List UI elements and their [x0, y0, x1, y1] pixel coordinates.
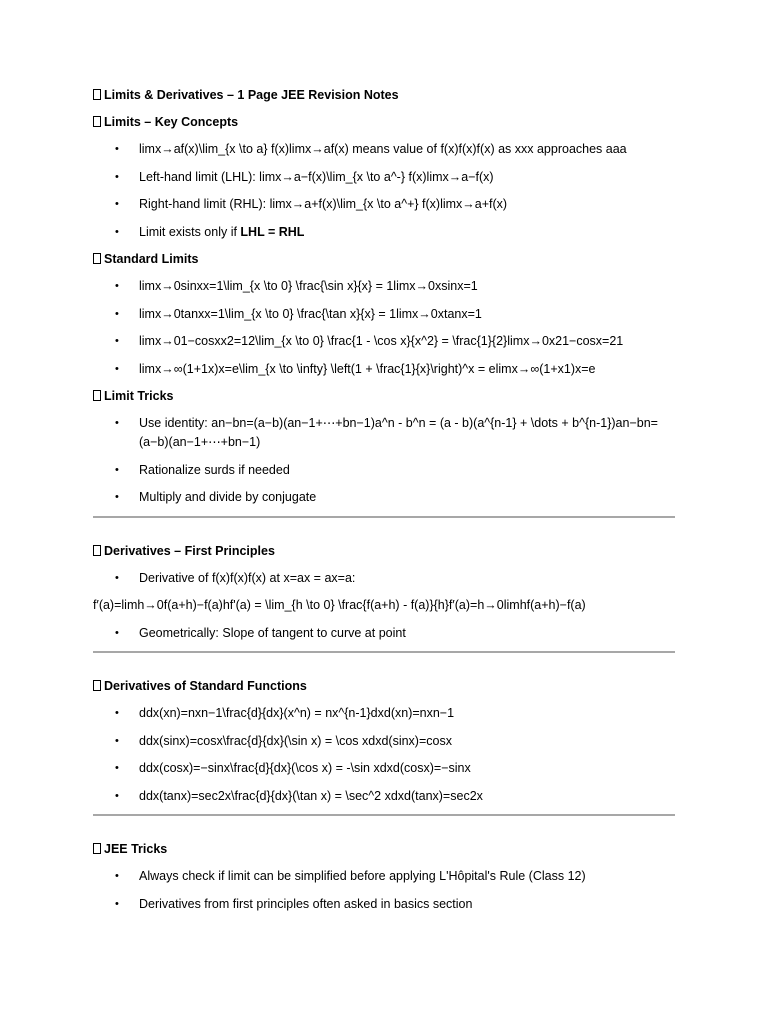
- bullet-icon: •: [115, 170, 119, 183]
- bullet-icon: •: [115, 491, 119, 503]
- standard-derivatives-list: [93, 704, 675, 806]
- limit-tricks-list: [93, 414, 675, 507]
- bullet-icon: •: [115, 707, 119, 719]
- list-item: • Multiply and divide by conjugate: [93, 488, 675, 507]
- bullet-icon: •: [115, 280, 119, 292]
- bullet-icon: •: [115, 307, 119, 320]
- horizontal-divider: [93, 651, 675, 653]
- list-item: • Use identity: an−bn=(a−b)(an−1+⋯+bn−1)a^n - b^n = (a - b)(a^{n-1} + \dots + b^{n-1})an−bn=(a−b)(an−1+⋯+bn−1): [115, 416, 658, 449]
- list-item: • Left-hand limit (LHL): limx→a−f(x)\lim_{x \to a^-} f(x)limx→a−f(x): [93, 168, 675, 187]
- missing-glyph-box-icon: [93, 116, 101, 127]
- bullet-icon: •: [115, 463, 119, 476]
- bullet-icon: •: [115, 225, 119, 238]
- list-item: • Derivatives from first principles often asked in basics section: [93, 895, 675, 914]
- section-heading-first-principles: Derivatives – First Principles: [93, 542, 675, 561]
- bullet-icon: •: [115, 417, 119, 429]
- list-item: • limx→∞(1+1x)x=e\lim_{x \to \infty} \left(1 + \frac{1}{x}\right)^x = elimx→∞(1+x1)x=e: [93, 360, 675, 379]
- missing-glyph-box-icon: [93, 843, 101, 854]
- emphasis-text: LHL = RHL: [240, 224, 305, 239]
- list-item: • limx→0sinxx=1\lim_{x \to 0} \frac{\sin x}{x} = 1limx→0xsinx=1: [93, 277, 675, 296]
- page-title: Limits & Derivatives – 1 Page JEE Revision Notes: [93, 86, 675, 105]
- section-heading-limit-tricks: Limit Tricks: [93, 387, 675, 406]
- first-principles-list-2: [93, 624, 675, 643]
- list-item: • limx→0tanxx=1\lim_{x \to 0} \frac{\tan x}{x} = 1limx→0xtanx=1: [93, 305, 675, 324]
- list-item: • ddx(cosx)=−sinx\frac{d}{dx}(\cos x) = -\sin xdxd(cosx)=−sinx: [93, 759, 675, 778]
- list-item: • ddx(tanx)=sec2x\frac{d}{dx}(\tan x) = \sec^2 xdxd(tanx)=sec2x: [93, 787, 675, 806]
- horizontal-divider: [93, 814, 675, 816]
- missing-glyph-box-icon: [93, 89, 101, 100]
- section-heading-limits-key-concepts: Limits – Key Concepts: [93, 113, 675, 132]
- list-item: • Geometrically: Slope of tangent to curve at point: [93, 624, 675, 643]
- list-item: • ddx(xn)=nxn−1\frac{d}{dx}(x^n) = nx^{n-1}dxd(xn)=nxn−1: [93, 704, 675, 723]
- limits-key-concepts-list: [93, 140, 675, 242]
- bullet-icon: •: [115, 571, 119, 584]
- bullet-icon: •: [115, 762, 119, 774]
- list-item: • limx→af(x)\lim_{x \to a} f(x)limx→af(x) means value of f(x)f(x)f(x) as xxx approaches aaa: [93, 140, 675, 159]
- list-item: • Rationalize surds if needed: [93, 461, 675, 480]
- missing-glyph-box-icon: [93, 680, 101, 691]
- bullet-icon: •: [115, 734, 119, 747]
- bullet-icon: •: [115, 870, 119, 882]
- bullet-icon: •: [115, 198, 119, 210]
- list-item: • Limit exists only if LHL = RHL: [93, 223, 675, 242]
- first-principles-formula: f′(a)=limh→0f(a+h)−f(a)hf'(a) = \lim_{h \to 0} \frac{f(a+h) - f(a)}{h}f′(a)=h→0limhf(a+h)−f(a): [93, 598, 586, 612]
- missing-glyph-box-icon: [93, 545, 101, 556]
- horizontal-divider: [93, 516, 675, 518]
- list-item: • Derivative of f(x)f(x)f(x) at x=ax = ax=a:: [93, 569, 675, 588]
- jee-tricks-list: [93, 867, 675, 914]
- bullet-icon: •: [115, 362, 119, 375]
- bullet-icon: •: [115, 897, 119, 910]
- section-heading-jee-tricks: JEE Tricks: [93, 840, 675, 859]
- missing-glyph-box-icon: [93, 390, 101, 401]
- bullet-icon: •: [115, 143, 119, 155]
- section-heading-standard-limits: Standard Limits: [93, 250, 675, 269]
- bullet-icon: •: [115, 789, 119, 802]
- list-item: • Right-hand limit (RHL): limx→a+f(x)\lim_{x \to a^+} f(x)limx→a+f(x): [93, 195, 675, 214]
- missing-glyph-box-icon: [93, 253, 101, 264]
- list-item: • limx→01−cosxx2=12\lim_{x \to 0} \frac{1 - \cos x}{x^2} = \frac{1}{2}limx→0x21−cosx=21: [93, 332, 675, 351]
- list-item: • Always check if limit can be simplified before applying L'Hôpital's Rule (Class 12): [93, 867, 675, 886]
- first-principles-list: [93, 569, 675, 588]
- bullet-icon: •: [115, 335, 119, 347]
- list-item: • ddx(sinx)=cosx\frac{d}{dx}(\sin x) = \cos xdxd(sinx)=cosx: [93, 732, 675, 751]
- section-heading-standard-derivatives: Derivatives of Standard Functions: [93, 677, 675, 696]
- bullet-icon: •: [115, 626, 119, 639]
- standard-limits-list: [93, 277, 675, 379]
- notes-content: [93, 86, 675, 922]
